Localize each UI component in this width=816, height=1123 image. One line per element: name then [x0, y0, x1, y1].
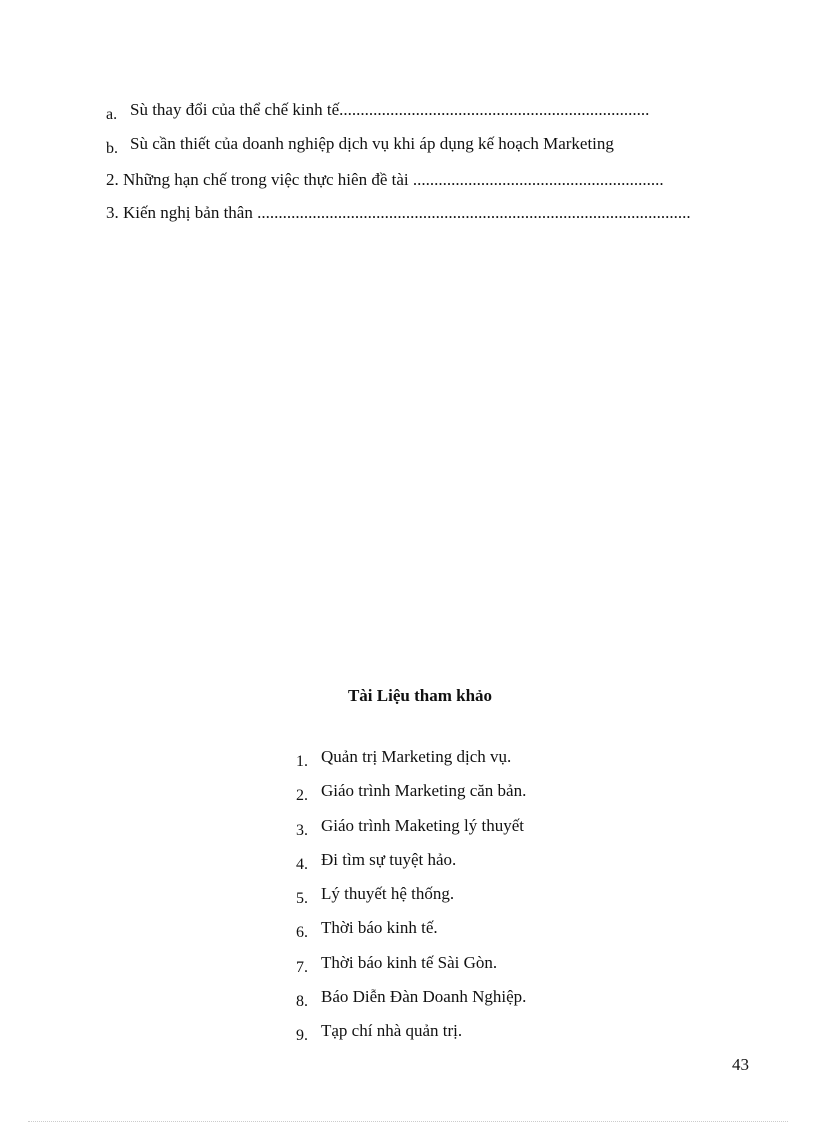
reference-text: Báo Diễn Đàn Doanh Nghiệp.: [321, 987, 527, 1007]
references-title: Tài Liệu tham khảo: [347, 686, 493, 705]
toc-entry-b: [106, 134, 614, 155]
toc-entry-marker: a.: [106, 106, 118, 123]
toc-entry-2: [106, 170, 664, 190]
toc-entry-text: Sù cần thiết của doanh nghiệp dịch vụ khi áp dụng kế hoạch Marketing: [130, 134, 614, 153]
reference-item: [296, 884, 526, 918]
footer-divider: [28, 1121, 788, 1122]
reference-text: Quản trị Marketing dịch vụ.: [321, 747, 512, 766]
reference-number: 5.: [296, 890, 308, 908]
reference-number: 3.: [296, 821, 308, 839]
reference-text: Giáo trình Marketing căn bản.: [321, 781, 527, 801]
toc-entry-marker: b.: [106, 140, 118, 157]
reference-number: 8.: [296, 993, 308, 1011]
reference-item: [296, 987, 526, 1021]
reference-item: [296, 850, 526, 884]
reference-text: Thời báo kinh tế.: [321, 918, 438, 938]
reference-item: [296, 816, 526, 850]
reference-number: 1.: [296, 753, 308, 770]
reference-text: Lý thuyết hệ thống.: [321, 884, 455, 904]
references-list: [296, 747, 526, 1056]
reference-item: [296, 747, 526, 781]
reference-number: 2.: [296, 787, 308, 805]
reference-item: [296, 1021, 526, 1055]
toc-entry-text: 3. Kiến nghị bản thân ......................................................................................................: [106, 203, 691, 222]
toc-entry-a: [106, 100, 649, 121]
reference-text: Tạp chí nhà quản trị.: [321, 1021, 463, 1041]
page-number: 43: [732, 1055, 749, 1074]
reference-number: 4.: [296, 855, 308, 873]
reference-number: 9.: [296, 1027, 308, 1045]
reference-text: Thời báo kinh tế Sài Gòn.: [321, 952, 498, 972]
reference-number: 7.: [296, 958, 308, 976]
reference-number: 6.: [296, 924, 308, 942]
reference-text: Giáo trình Maketing lý thuyết: [321, 815, 525, 835]
toc-entry-text: Sù thay đổi của thể chế kinh tế.........................................................................: [130, 100, 650, 119]
toc-entry-3: [106, 203, 691, 223]
toc-entry-text: 2. Những hạn chế trong việc thực hiên đề tài ...........................................................: [106, 170, 664, 189]
reference-text: Đi tìm sự tuyệt hảo.: [321, 849, 457, 869]
reference-item: [296, 781, 526, 815]
reference-item: [296, 953, 526, 987]
reference-item: [296, 918, 526, 952]
